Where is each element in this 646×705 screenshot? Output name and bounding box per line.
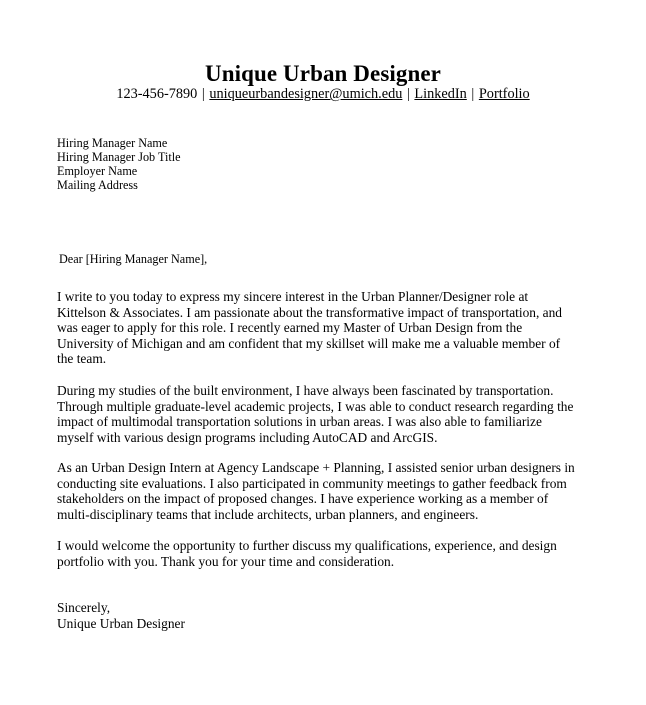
portfolio-link[interactable]: Portfolio	[478, 86, 530, 102]
applicant-name-heading: Unique Urban Designer	[205, 61, 441, 86]
recipient-name: Hiring Manager Name	[57, 136, 168, 150]
paragraph-line: impact of multimodal transportation solutions in urban areas. I was also able to familiarize	[57, 414, 542, 430]
employer-name: Employer Name	[57, 164, 138, 178]
recipient-job-title: Hiring Manager Job Title	[57, 150, 181, 164]
paragraph-line: I would welcome the opportunity to further discuss my qualifications, experience, and design	[57, 538, 557, 553]
paragraph-line: Through multiple graduate-level academic projects, I was able to conduct research regarding the	[57, 398, 574, 414]
paragraph-line: Kittelson & Associates. I am passionate about the transformative impact of transportation, and	[57, 304, 562, 320]
valediction: Sincerely,	[57, 600, 111, 615]
body-paragraph-intro	[57, 289, 617, 367]
mailing-address: Mailing Address	[57, 178, 138, 192]
separator: |	[471, 86, 475, 102]
paragraph-line: stakeholders on the impact of proposed changes. I have experience working as a member of	[57, 491, 549, 507]
separator: |	[201, 86, 205, 102]
salutation: Dear [Hiring Manager Name],	[59, 252, 208, 266]
paragraph-line: multi-disciplinary teams that include architects, urban planners, and engineers.	[57, 506, 479, 522]
paragraph-line: During my studies of the built environment, I have always been fascinated by transportation.	[57, 383, 554, 398]
linkedin-link[interactable]: LinkedIn	[414, 86, 467, 102]
paragraph-line: conducting site evaluations. I also participated in community meetings to gather feedback from	[57, 475, 567, 491]
phone-number: 123-456-7890	[116, 86, 198, 102]
paragraph-line: As an Urban Design Intern at Agency Landscape + Planning, I assisted senior urban designers in	[57, 460, 575, 475]
paragraph-line: the team.	[57, 351, 107, 367]
body-paragraph-studies	[57, 383, 617, 445]
closing-block	[57, 600, 185, 631]
paragraph-line: myself with various design programs including AutoCAD and ArcGIS.	[57, 429, 438, 445]
email-link[interactable]: uniqueurbandesigner@umich.edu	[209, 86, 403, 102]
signature-name: Unique Urban Designer	[57, 615, 185, 631]
body-paragraph-experience	[57, 460, 617, 522]
contact-line	[0, 86, 646, 103]
paragraph-line: portfolio with you. Thank you for your time and consideration.	[57, 553, 395, 569]
paragraph-line: was eager to apply for this role. I recently earned my Master of Urban Design from the	[57, 320, 523, 336]
paragraph-line: I write to you today to express my sincere interest in the Urban Planner/Designer role at	[57, 289, 529, 304]
recipient-address-block	[57, 136, 181, 192]
paragraph-line: University of Michigan and am confident that my skillset will make me a valuable member of	[57, 335, 561, 351]
separator: |	[406, 86, 410, 102]
body-paragraph-closing	[57, 538, 617, 569]
